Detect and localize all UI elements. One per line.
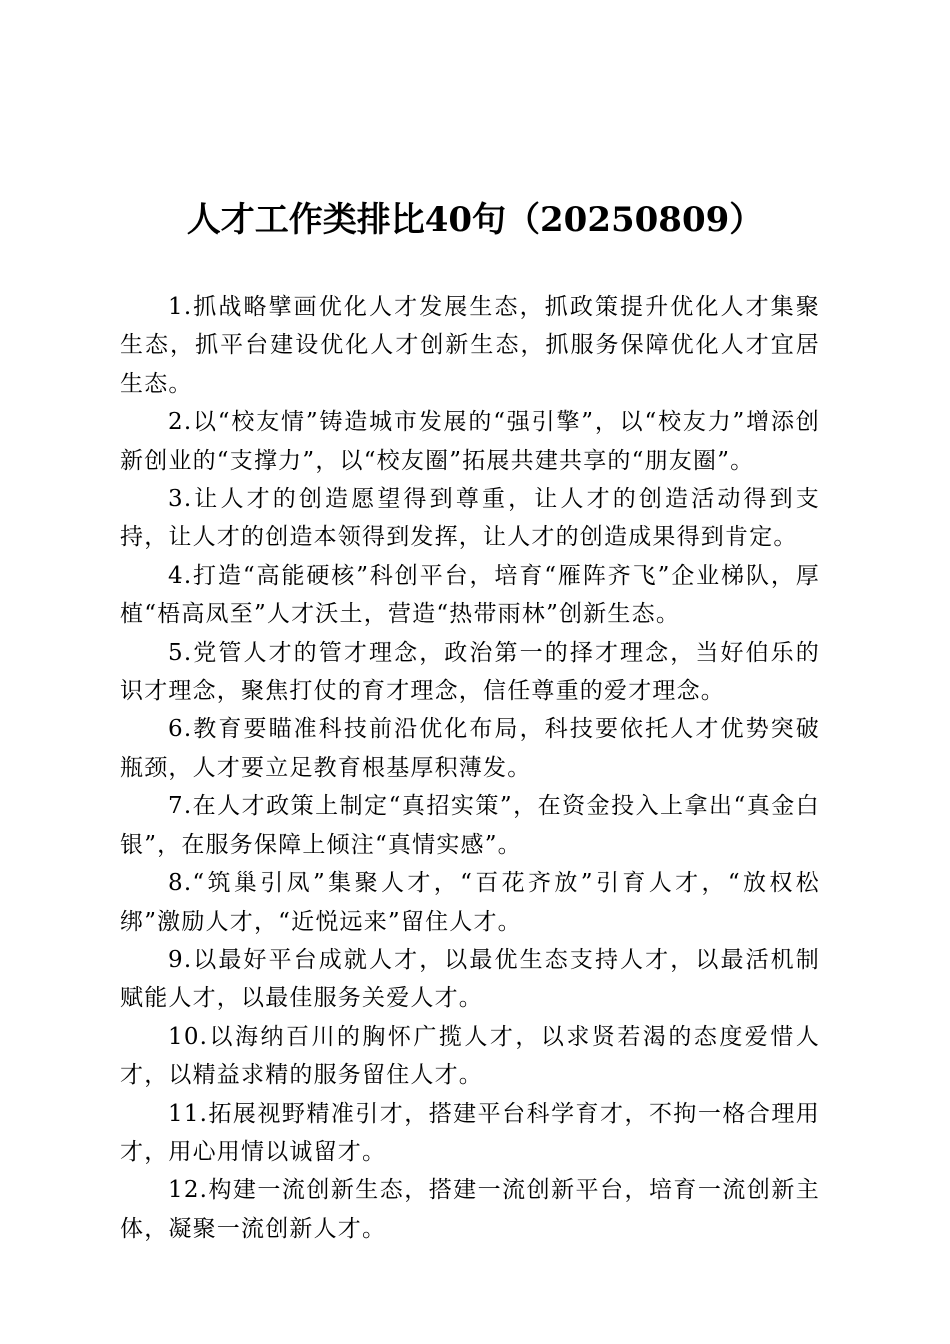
paragraph-7: 7.在人才政策上制定“真招实策”，在资金投入上拿出“真金白银”，在服务保障上倾注“真情实感”。 xyxy=(120,793,820,858)
paragraph-9: 9.以最好平台成就人才，以最优生态支持人才，以最活机制赋能人才，以最佳服务关爱人才。 xyxy=(120,946,820,1012)
paragraph-8: 8.“筑巢引凤”集聚人才，“百花齐放”引育人才，“放权松绑”激励人才，“近悦远来”留住人才。 xyxy=(120,870,820,935)
paragraph-11: 11.拓展视野精准引才，搭建平台科学育才，不拘一格合理用才，用心用情以诚留才。 xyxy=(120,1100,820,1165)
paragraph-2: 2.以“校友情”铸造城市发展的“强引擎”，以“校友力”增添创新创业的“支撑力”，以“校友圈”拓展共建共享的“朋友圈”。 xyxy=(120,409,820,474)
paragraph-5: 5.党管人才的管才理念，政治第一的择才理念，当好伯乐的识才理念，聚焦打仗的育才理念，信任尊重的爱才理念。 xyxy=(120,639,820,705)
paragraph-10: 10.以海纳百川的胸怀广揽人才，以求贤若渴的态度爱惜人才，以精益求精的服务留住人才。 xyxy=(120,1023,820,1089)
paragraph-4: 4.打造“高能硬核”科创平台，培育“雁阵齐飞”企业梯队，厚植“梧高凤至”人才沃土，营造“热带雨林”创新生态。 xyxy=(120,562,820,628)
document-body xyxy=(120,288,820,1248)
paragraph-6: 6.教育要瞄准科技前沿优化布局，科技要依托人才优势突破瓶颈，人才要立足教育根基厚积薄发。 xyxy=(120,716,820,781)
paragraph-1: 1.抓战略擘画优化人才发展生态，抓政策提升优化人才集聚生态，抓平台建设优化人才创新生态，抓服务保障优化人才宜居生态。 xyxy=(120,294,820,397)
document-title: 人才工作类排比40句（20250809） xyxy=(186,200,764,240)
paragraph-3: 3.让人才的创造愿望得到尊重，让人才的创造活动得到支持，让人才的创造本领得到发挥，让人才的创造成果得到肯定。 xyxy=(120,486,820,551)
paragraph-12: 12.构建一流创新生态，搭建一流创新平台，培育一流创新主体，凝聚一流创新人才。 xyxy=(120,1177,820,1242)
